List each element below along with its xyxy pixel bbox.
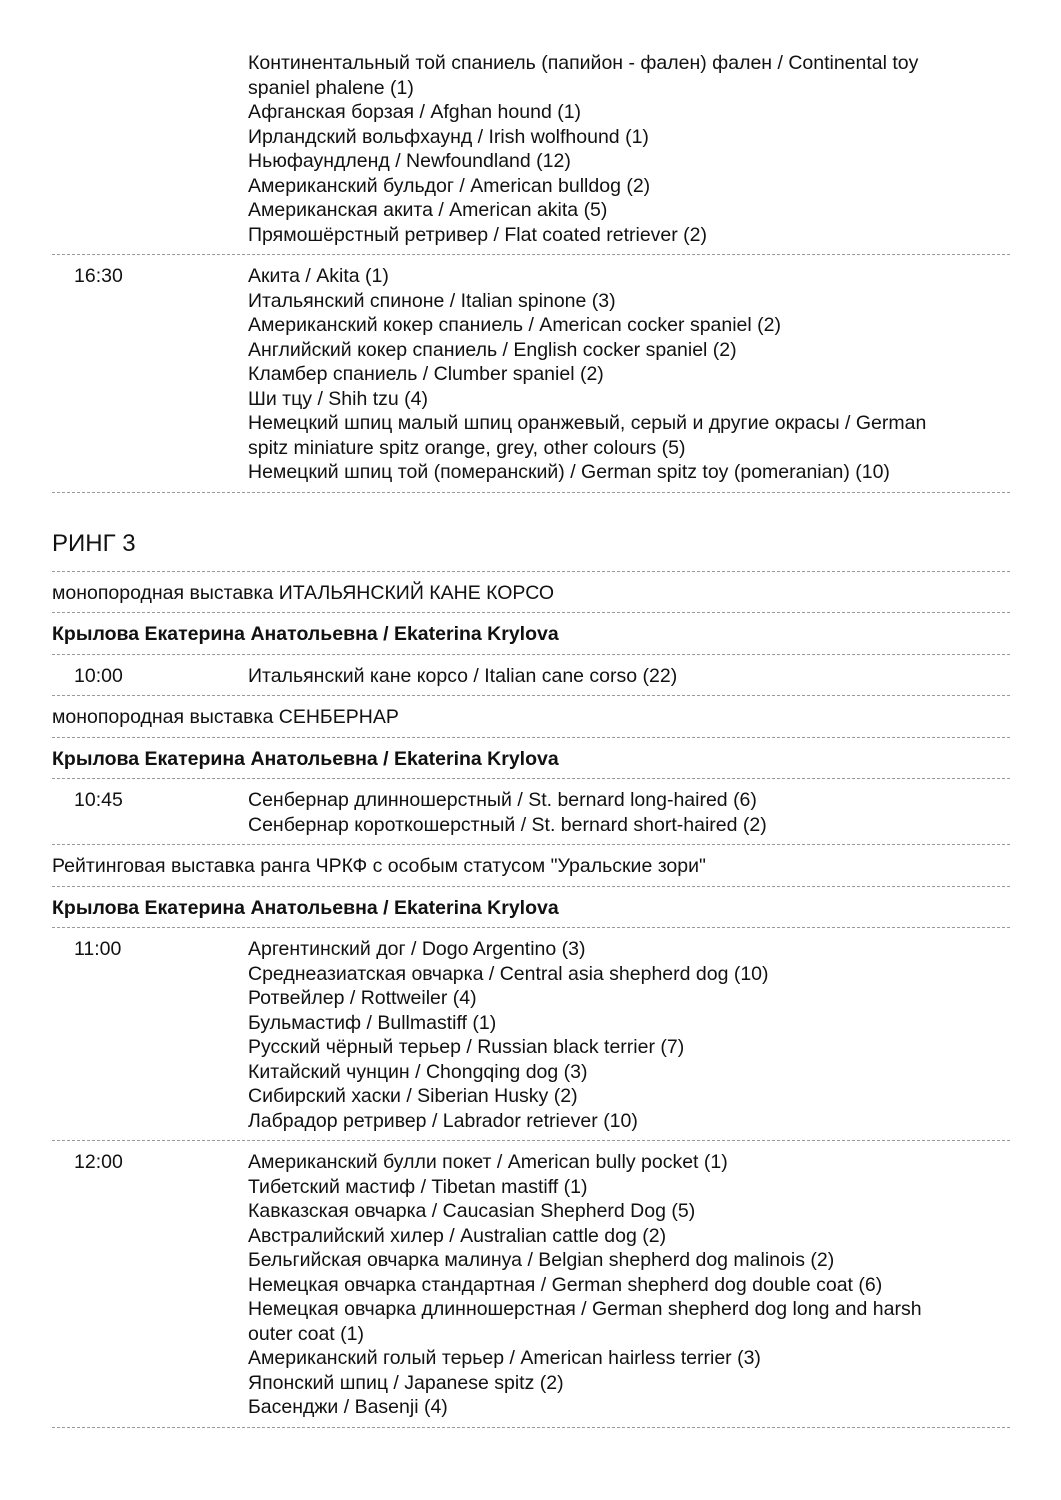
breed-item: Русский чёрный терьер / Russian black terrier (7) <box>248 1036 685 1058</box>
breed-list <box>248 51 1010 247</box>
breed-item: Американский булли покет / American bully pocket (1) <box>248 1151 728 1173</box>
slot-time <box>52 51 248 247</box>
breed-item: Американский бульдог / American bulldog (2) <box>248 174 651 197</box>
breed-item: Бульмастиф / Bullmastiff (1) <box>248 1011 497 1034</box>
breed-item: Тибетский мастиф / Tibetan mastiff (1) <box>248 1175 588 1198</box>
breed-list <box>248 1150 1010 1420</box>
judge-name: Крылова Екатерина Анатольевна / Ekaterina Krylova <box>52 738 1010 780</box>
breed-list <box>248 664 1010 689</box>
breed-item: Американская акита / American akita (5) <box>248 199 608 221</box>
breed-item: Американский голый терьер / American hairless terrier (3) <box>248 1347 761 1369</box>
schedule-slot-1045 <box>52 779 1010 845</box>
breed-list <box>248 264 1010 485</box>
breed-item: Сибирский хаски / Siberian Husky (2) <box>248 1085 578 1107</box>
slot-time: 10:00 <box>74 664 123 687</box>
judge-name: Крылова Екатерина Анатольевна / Ekaterina Krylova <box>52 613 1010 655</box>
breed-item: Австралийский хилер / Australian cattle dog (2) <box>248 1224 667 1247</box>
schedule-slot-1630 <box>52 255 1010 493</box>
breed-item: Афганская борзая / Afghan hound (1) <box>248 101 582 123</box>
breed-item: Немецкая овчарка длинношерстная / German shepherd dog long and harsh <box>248 1298 922 1320</box>
slot-time: 11:00 <box>74 938 122 960</box>
breed-item: Кламбер спаниель / Clumber spaniel (2) <box>248 363 604 385</box>
breed-item: Бельгийская овчарка малинуа / Belgian shepherd dog malinois (2) <box>248 1249 835 1271</box>
breed-item: Ньюфаундленд / Newfoundland (12) <box>248 150 571 172</box>
breed-item: Кавказская овчарка / Caucasian Shepherd Dog (5) <box>248 1200 696 1222</box>
breed-item: Американский кокер спаниель / American cocker spaniel (2) <box>248 314 781 336</box>
breed-item: Прямошёрстный ретривер / Flat coated retriever (2) <box>248 223 708 246</box>
breed-item: Итальянский кане корсо / Italian cane corso (22) <box>248 664 678 687</box>
breed-item: Сенбернар короткошерстный / St. bernard short-haired (2) <box>248 813 767 836</box>
slot-time: 16:30 <box>74 265 123 287</box>
ring-title: РИНГ 3 <box>52 529 136 557</box>
breed-item: outer coat (1) <box>248 1322 364 1345</box>
breed-item: spitz miniature spitz orange, grey, other colours (5) <box>248 436 686 459</box>
breed-item: Континентальный той спаниель (папийон - фален) фален / Continental toy <box>248 52 919 74</box>
breed-item: Ирландский вольфхаунд / Irish wolfhound (1) <box>248 125 649 148</box>
breed-item: Ши тцу / Shih tzu (4) <box>248 387 428 410</box>
breed-item: Лабрадор ретривер / Labrador retriever (10) <box>248 1109 638 1132</box>
schedule-slot-1000 <box>52 655 1010 697</box>
breed-item: Ротвейлер / Rottweiler (4) <box>248 987 477 1009</box>
breed-item: Сенбернар длинношерстный / St. bernard long-haired (6) <box>248 789 757 811</box>
breed-item: Акита / Akita (1) <box>248 265 389 287</box>
breed-item: Итальянский спиноне / Italian spinone (3) <box>248 289 616 312</box>
breed-item: Аргентинский дог / Dogo Argentino (3) <box>248 938 586 960</box>
breed-item: Китайский чунцин / Chongqing dog (3) <box>248 1060 588 1083</box>
breed-item: Английский кокер спаниель / English cocker spaniel (2) <box>248 338 737 361</box>
show-name: Рейтинговая выставка ранга ЧРКФ с особым статусом "Уральские зори" <box>52 845 1010 887</box>
show-name: монопородная выставка ИТАЛЬЯНСКИЙ КАНЕ КОРСО <box>52 571 1010 614</box>
schedule-page <box>52 46 1010 1428</box>
schedule-slot-1100 <box>52 928 1010 1141</box>
slot-time: 10:45 <box>74 789 123 811</box>
judge-name: Крылова Екатерина Анатольевна / Ekaterina Krylova <box>52 887 1010 929</box>
breed-item: Басенджи / Basenji (4) <box>248 1396 448 1418</box>
schedule-slot-continued <box>52 46 1010 255</box>
breed-item: Среднеазиатская овчарка / Central asia shepherd dog (10) <box>248 962 769 985</box>
breed-item: Японский шпиц / Japanese spitz (2) <box>248 1371 564 1394</box>
show-name: монопородная выставка СЕНБЕРНАР <box>52 696 1010 738</box>
breed-item: Немецкая овчарка стандартная / German shepherd dog double coat (6) <box>248 1273 883 1296</box>
breed-item: spaniel phalene (1) <box>248 76 414 99</box>
breed-item: Немецкий шпиц малый шпиц оранжевый, серый и другие окрасы / German <box>248 412 927 434</box>
breed-list <box>248 788 1010 837</box>
breed-item: Немецкий шпиц той (померанский) / German spitz toy (pomeranian) (10) <box>248 461 890 483</box>
schedule-slot-1200 <box>52 1141 1010 1428</box>
slot-time: 12:00 <box>74 1151 123 1173</box>
breed-list <box>248 937 1010 1133</box>
